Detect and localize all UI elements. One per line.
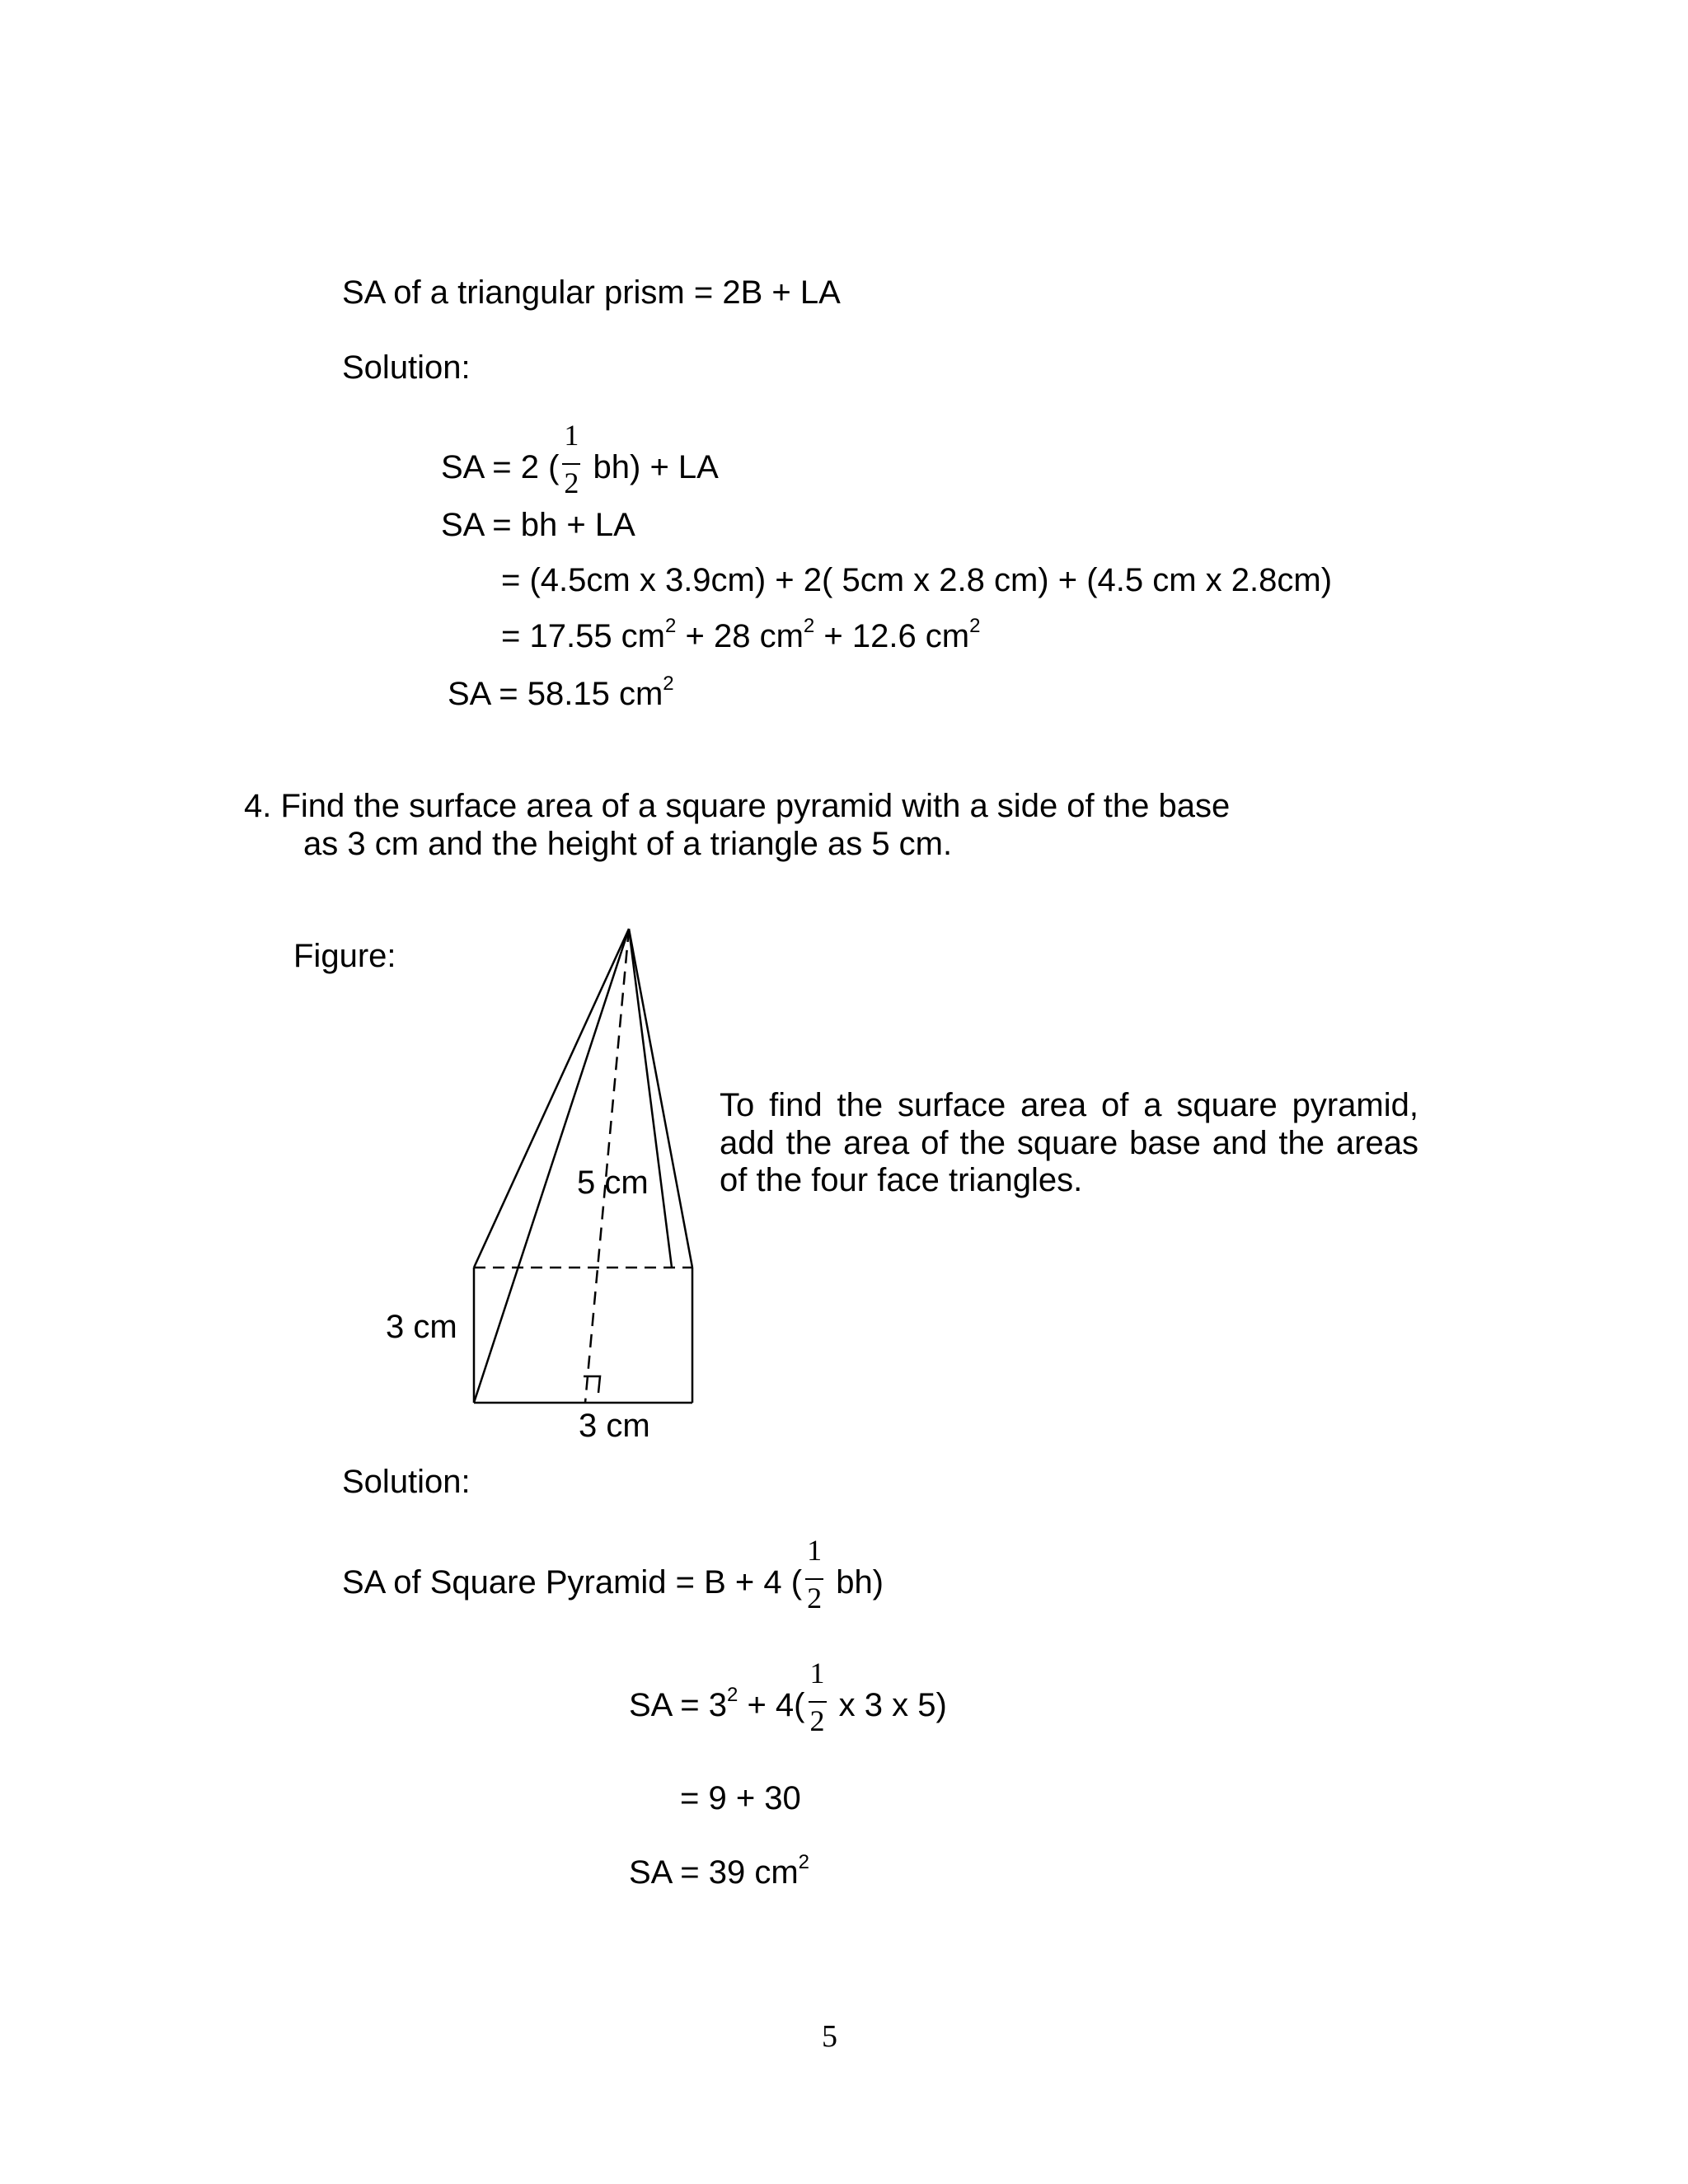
- page-number: 5: [822, 2019, 837, 2054]
- lateral-edge-left: [474, 929, 629, 1268]
- pyramid-result: [629, 1851, 810, 1891]
- fraction-one-half: [802, 1534, 827, 1615]
- explanation-line-3: of the four face triangles.: [720, 1162, 1083, 1198]
- step1-term-a: SA = 3: [629, 1687, 727, 1723]
- prism-line4-term-1: = 17.55 cm: [501, 618, 666, 654]
- fraction-denominator: 2: [564, 466, 579, 499]
- triangular-prism-formula: SA of a triangular prism = 2B + LA: [342, 274, 841, 311]
- base-length-label: 3 cm: [579, 1408, 650, 1444]
- exponent: 2: [665, 615, 677, 637]
- fraction-one-half: [805, 1657, 830, 1737]
- pyramid-formula-suffix: bh): [827, 1564, 884, 1601]
- pyramid-step-2: = 9 + 30: [680, 1780, 801, 1816]
- side-length-label: 3 cm: [386, 1309, 457, 1345]
- exponent: 2: [798, 1851, 810, 1873]
- problem-4-line-2: as 3 cm and the height of a triangle as 5 cm.: [303, 826, 953, 862]
- fraction-denominator: 2: [807, 1582, 823, 1615]
- prism-line4-term-3: + 12.6 cm: [814, 618, 970, 654]
- step1-term-c: x 3 x 5): [829, 1687, 947, 1723]
- fraction-denominator: 2: [809, 1704, 825, 1737]
- pyramid-result-text: SA = 39 cm: [629, 1854, 799, 1891]
- exponent: 2: [663, 673, 674, 695]
- prism-solution-line-2: SA = bh + LA: [441, 507, 635, 543]
- prism-line1-prefix: SA = 2 (: [441, 449, 560, 485]
- solution-label-1: Solution:: [342, 349, 471, 386]
- slant-height-label: 5 cm: [577, 1165, 649, 1201]
- prism-line4-term-2: + 28 cm: [676, 618, 804, 654]
- figure-label: Figure:: [293, 938, 396, 974]
- fraction-numerator: 1: [809, 1657, 825, 1690]
- prism-result-text: SA = 58.15 cm: [448, 676, 663, 712]
- explanation-line-1: To find the surface area of a square pyramid,: [720, 1087, 1418, 1123]
- exponent: 2: [803, 615, 815, 637]
- pyramid-formula: [342, 1534, 884, 1615]
- fraction-numerator: 1: [564, 419, 579, 452]
- pyramid-formula-prefix: SA of Square Pyramid = B + 4 (: [342, 1564, 803, 1601]
- step1-term-b: + 4(: [738, 1687, 805, 1723]
- prism-line1-suffix: bh) + LA: [584, 449, 719, 485]
- pyramid-step-1: [629, 1657, 947, 1737]
- exponent: 2: [969, 615, 981, 637]
- fraction-numerator: 1: [807, 1534, 823, 1567]
- explanation-line-2: add the area of the square base and the areas: [720, 1125, 1418, 1161]
- lateral-edge-right: [629, 929, 692, 1268]
- exponent: 2: [726, 1684, 738, 1706]
- lateral-edge-inner-right: [629, 929, 672, 1268]
- solution-label-2: Solution:: [342, 1464, 471, 1500]
- prism-solution-line-3: = (4.5cm x 3.9cm) + 2( 5cm x 2.8 cm) + (4.5 cm x 2.8cm): [501, 562, 1333, 598]
- problem-4-line-1: 4. Find the surface area of a square pyramid with a side of the base: [244, 788, 1231, 824]
